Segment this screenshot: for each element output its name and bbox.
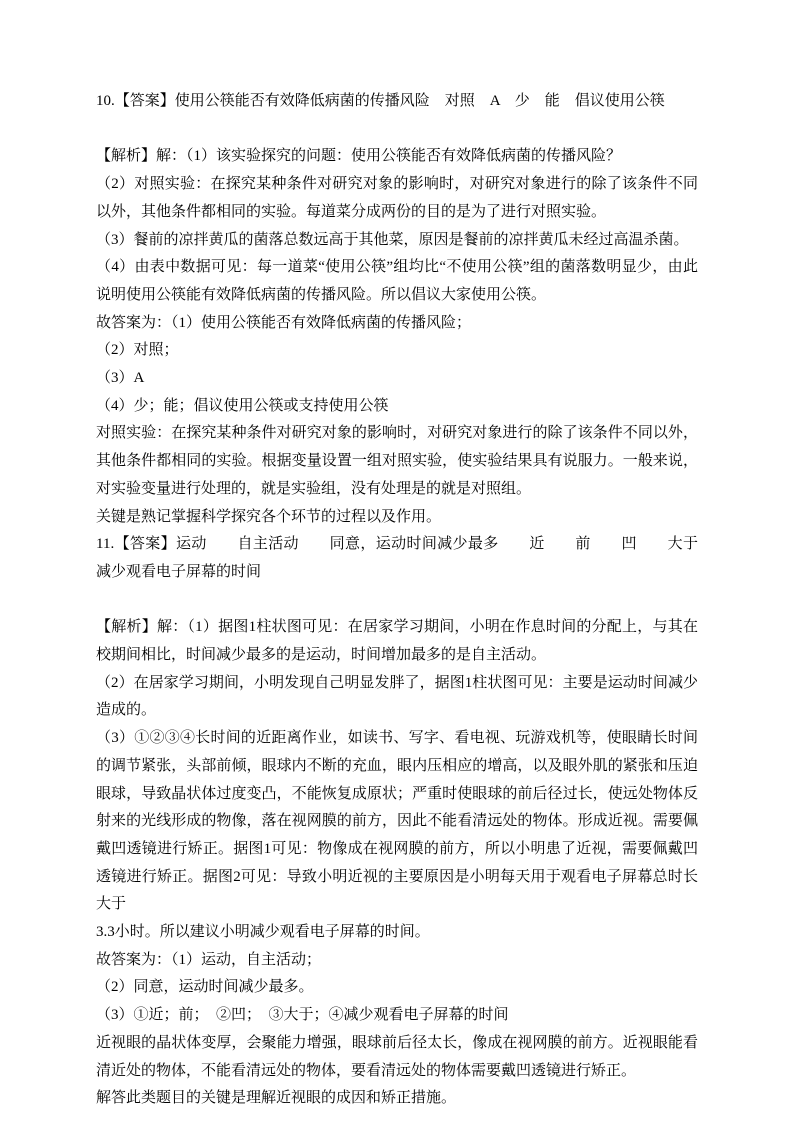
q11-analysis-label: 【解析】	[96, 619, 157, 636]
q11-answer-paragraph	[96, 531, 728, 586]
q10-analysis-paragraph-0: 解：（1）该实验探究的问题：使用公筷能否有效降低病菌的传播风险？	[156, 148, 622, 165]
q10-answer-text: 使用公筷能否有效降低病菌的传播风险 对照 A 少 能 倡议使用公筷	[174, 93, 665, 109]
q11-answer-label: 【答案】	[114, 536, 177, 553]
question-10-block	[96, 88, 698, 531]
q10-analysis-paragraph-3: （4）由表中数据可见：每一道菜“使用公筷”组均比“不使用公筷”组的菌落数明显少，由此说明使用公筷能有效降低病菌的传播风险。所以倡议大家使用公筷。	[96, 259, 698, 303]
q10-analysis-paragraph-9: 关键是熟记掌握科学探究各个环节的过程以及作用。	[96, 508, 442, 525]
q11-analysis-paragraph-6: （3）①近；前； ②凹； ③大于；④减少观看电子屏幕的时间	[96, 1007, 509, 1024]
q11-analysis-paragraph-7: 近视眼的晶状体变厚，会聚能力增强，眼球前后径太长，像成在视网膜的前方。近视眼能看清近处的物体，不能看清远处的物体，要看清远处的物体需要戴凹透镜进行矫正。	[96, 1034, 698, 1079]
q11-answer-text: 运动 自主活动 同意，运动时间减少最多 近 前 凹 大于 减少观看电子屏幕的时间	[96, 536, 728, 580]
q10-analysis-paragraph-4: 故答案为：（1）使用公筷能否有效降低病菌的传播风险；	[96, 314, 472, 331]
question-11-block	[96, 531, 728, 1113]
q11-analysis-paragraph-8: 解答此类题目的关键是理解近视眼的成因和矫正措施。	[96, 1090, 457, 1107]
q10-analysis-paragraph-5: （2）对照；	[96, 342, 179, 359]
q11-analysis-paragraph-4: 故答案为：（1）运动，自主活动；	[96, 951, 322, 968]
q10-analysis-label: 【解析】	[96, 148, 157, 165]
q11-question-number: 11.	[96, 536, 115, 553]
q10-analysis-paragraph-1: （2）对照实验：在探究某种条件对研究对象的影响时，对研究对象进行的除了该条件不同以外，其他条件都相同的实验。每道菜分成两份的目的是为了进行对照实验。	[96, 176, 698, 220]
q11-analysis-paragraph-3: 3.3小时。所以建议小明减少观看电子屏幕的时间。	[96, 924, 430, 941]
q11-analysis-paragraph-2: （3）①②③④长时间的近距离作业，如读书、写字、看电视、玩游戏机等，使眼睛长时间的调节紧张，头部前倾，眼球内不断的充血，眼内压相应的增高，以及眼外肌的紧张和压迫眼球，导致晶状体过度变凸，不能恢复成原状；严重时使眼球的前后径过长，使远处物体反射来的光线形成的物像，落在视网膜的前方，因此不能看清远处的物体。形成近视。需要佩戴凹透镜进行矫正。据图1可见：物像成在视网膜的前方，所以小明患了近视，需要佩戴凹透镜进行矫正。据图2可见：导致小明近视的主要原因是小明每天用于观看电子屏幕总时长大于	[96, 730, 698, 913]
q10-question-number: 10.	[96, 93, 115, 109]
q10-answer-label: 【答案】	[114, 93, 175, 109]
q10-analysis-paragraph-6: （3）A	[96, 370, 145, 387]
q10-analysis-intro-paragraph	[96, 143, 698, 171]
q11-analysis-paragraph-5: （2）同意，运动时间减少最多。	[96, 979, 314, 996]
q10-answer-paragraph	[96, 88, 698, 116]
q11-analysis-paragraph-1: （2）在居家学习期间，小明发现自己明显发胖了，据图1柱状图可见：主要是运动时间减少造成的。	[96, 674, 698, 719]
q10-analysis-paragraph-7: （4）少；能；倡议使用公筷或支持使用公筷	[96, 397, 389, 414]
blank-line	[96, 116, 698, 144]
q11-analysis-intro-paragraph	[96, 614, 698, 669]
q10-analysis-paragraph-2: （3）餐前的凉拌黄瓜的菌落总数远高于其他菜，原因是餐前的凉拌黄瓜未经过高温杀菌。	[96, 231, 689, 248]
q11-analysis-paragraph-0: 解：（1）据图1柱状图可见：在居家学习期间，小明在作息时间的分配上，与其在校期间相比，时间减少最多的是运动，时间增加最多的是自主活动。	[96, 619, 698, 664]
blank-line	[96, 587, 698, 615]
q10-analysis-paragraph-8: 对照实验：在探究某种条件对研究对象的影响时，对研究对象进行的除了该条件不同以外，其他条件都相同的实验。根据变量设置一组对照实验，使实验结果具有说服力。一般来说，对实验变量进行处理的，就是实验组，没有处理是的就是对照组。	[96, 425, 698, 497]
